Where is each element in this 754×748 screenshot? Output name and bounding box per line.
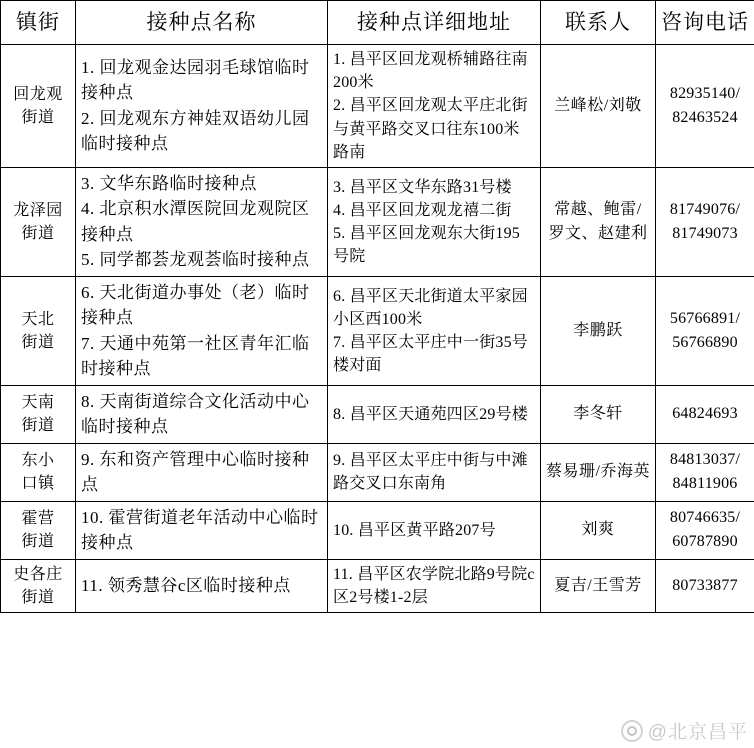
cell-phone: [656, 45, 754, 168]
column-header-address: 接种点详细地址: [328, 1, 541, 45]
cell-phone: [656, 167, 754, 276]
cell-site-name: [76, 501, 328, 559]
cell-line: 7. 昌平区太平庄中一街35号楼对面: [333, 333, 529, 375]
cell-line: 蔡易珊/乔海英: [546, 463, 650, 481]
cell-site-name: [76, 443, 328, 501]
cell-line: 11. 领秀慧谷c区临时接种点: [81, 576, 291, 596]
cell-line: 龙泽园: [13, 201, 63, 219]
cell-line: 6. 昌平区天北街道太平家园小区西100米: [333, 287, 528, 328]
cell-line: 东小: [21, 452, 55, 470]
cell-town: [1, 45, 76, 168]
cell-line: 天北: [21, 310, 55, 328]
cell-site-name: [76, 559, 328, 612]
cell-line: 8. 天南街道综合文化活动中心临时接种点: [81, 391, 310, 437]
cell-line: 2. 昌平区回龙观太平庄北街与黄平路交叉口往东100米路南: [333, 97, 528, 161]
column-header-name: 接种点名称: [76, 1, 328, 45]
cell-site-name: [76, 385, 328, 443]
cell-line: 10. 昌平区黄平路207号: [333, 521, 496, 539]
cell-line: 11. 昌平区农学院北路9号院c区2号楼1-2层: [333, 565, 535, 607]
cell-line: 81749073: [672, 224, 738, 242]
column-header-town: 镇街: [1, 1, 76, 45]
table-row: [1, 45, 754, 168]
table-body: [1, 45, 754, 613]
cell-line: 84813037/: [669, 451, 741, 469]
cell-line: 街道: [21, 533, 55, 551]
column-header-phone: 咨询电话: [656, 1, 754, 45]
cell-line: 罗文、赵建利: [548, 224, 648, 242]
cell-address: [328, 385, 541, 443]
cell-address: [328, 276, 541, 385]
cell-line: 80746635/: [669, 509, 741, 527]
cell-line: 霍营: [21, 510, 55, 528]
cell-phone: [656, 501, 754, 559]
cell-address: [328, 45, 541, 168]
table-header-row: [1, 1, 754, 45]
cell-phone: [656, 443, 754, 501]
cell-line: 街道: [21, 589, 55, 607]
cell-line: 兰峰松/刘敬: [554, 96, 642, 114]
cell-line: 刘爽: [581, 521, 615, 539]
cell-address: [328, 443, 541, 501]
cell-town: [1, 385, 76, 443]
cell-line: 80733877: [672, 577, 738, 595]
cell-contact-person: [541, 443, 656, 501]
cell-line: 夏吉/王雪芳: [554, 577, 642, 595]
cell-line: 5. 同学都荟龙观荟临时接种点: [81, 250, 310, 270]
table-row: [1, 385, 754, 443]
table-row: [1, 276, 754, 385]
cell-line: 天南: [21, 394, 55, 412]
cell-line: 84811906: [672, 475, 738, 493]
column-header-person: 联系人: [541, 1, 656, 45]
cell-line: 街道: [21, 333, 55, 351]
cell-phone: [656, 276, 754, 385]
cell-town: [1, 167, 76, 276]
table-row: [1, 501, 754, 559]
cell-contact-person: [541, 559, 656, 612]
cell-contact-person: [541, 276, 656, 385]
cell-line: 1. 回龙观金达园羽毛球馆临时接种点: [81, 57, 310, 103]
cell-line: 56766890: [672, 333, 738, 351]
cell-line: 10. 霍营街道老年活动中心临时接种点: [81, 507, 319, 553]
table-row: [1, 559, 754, 612]
cell-line: 街道: [21, 108, 55, 126]
cell-contact-person: [541, 501, 656, 559]
cell-line: 李冬轩: [573, 405, 623, 423]
cell-line: 60787890: [672, 533, 738, 551]
weibo-eye-icon: [621, 720, 643, 742]
cell-line: 56766891/: [669, 309, 741, 327]
cell-address: [328, 559, 541, 612]
watermark-text: @北京昌平: [647, 722, 748, 743]
cell-line: 街道: [21, 417, 55, 435]
watermark: [621, 717, 748, 744]
cell-line: 82463524: [672, 108, 738, 126]
cell-line: 5. 昌平区回龙观东大街195号院: [333, 224, 521, 266]
cell-line: 李鹏跃: [573, 321, 623, 339]
cell-line: 4. 昌平区回龙观龙禧二街: [333, 201, 512, 219]
cell-contact-person: [541, 45, 656, 168]
cell-town: [1, 501, 76, 559]
cell-line: 6. 天北街道办事处（老）临时接种点: [81, 282, 310, 328]
cell-line: 3. 昌平区文华东路31号楼: [333, 178, 512, 196]
cell-address: [328, 501, 541, 559]
cell-line: 4. 北京积水潭医院回龙观院区接种点: [81, 199, 310, 244]
cell-phone: [656, 559, 754, 612]
cell-line: 口镇: [21, 475, 55, 493]
cell-line: 8. 昌平区天通苑四区29号楼: [333, 405, 529, 423]
cell-town: [1, 559, 76, 612]
cell-line: 1. 昌平区回龙观桥辅路往南200米: [333, 51, 528, 92]
cell-line: 史各庄: [13, 565, 63, 583]
table-header: [1, 1, 754, 45]
table-row: [1, 167, 754, 276]
table-row: [1, 443, 754, 501]
cell-line: 常越、鲍雷/: [554, 200, 642, 218]
cell-site-name: [76, 45, 328, 168]
cell-line: 64824693: [672, 405, 738, 423]
cell-line: 81749076/: [669, 200, 741, 218]
cell-site-name: [76, 167, 328, 276]
cell-phone: [656, 385, 754, 443]
cell-contact-person: [541, 167, 656, 276]
cell-line: 街道: [21, 224, 55, 242]
cell-line: 82935140/: [669, 84, 741, 102]
cell-line: 2. 回龙观东方神娃双语幼儿园临时接种点: [81, 108, 310, 154]
cell-line: 7. 天通中苑第一社区青年汇临时接种点: [81, 333, 310, 379]
cell-town: [1, 276, 76, 385]
cell-line: 9. 昌平区太平庄中街与中滩路交叉口东南角: [333, 452, 528, 493]
cell-address: [328, 167, 541, 276]
cell-site-name: [76, 276, 328, 385]
cell-line: 9. 东和资产管理中心临时接种点: [81, 449, 310, 495]
cell-town: [1, 443, 76, 501]
cell-line: 3. 文华东路临时接种点: [81, 173, 257, 193]
cell-contact-person: [541, 385, 656, 443]
cell-line: 回龙观: [13, 85, 63, 103]
